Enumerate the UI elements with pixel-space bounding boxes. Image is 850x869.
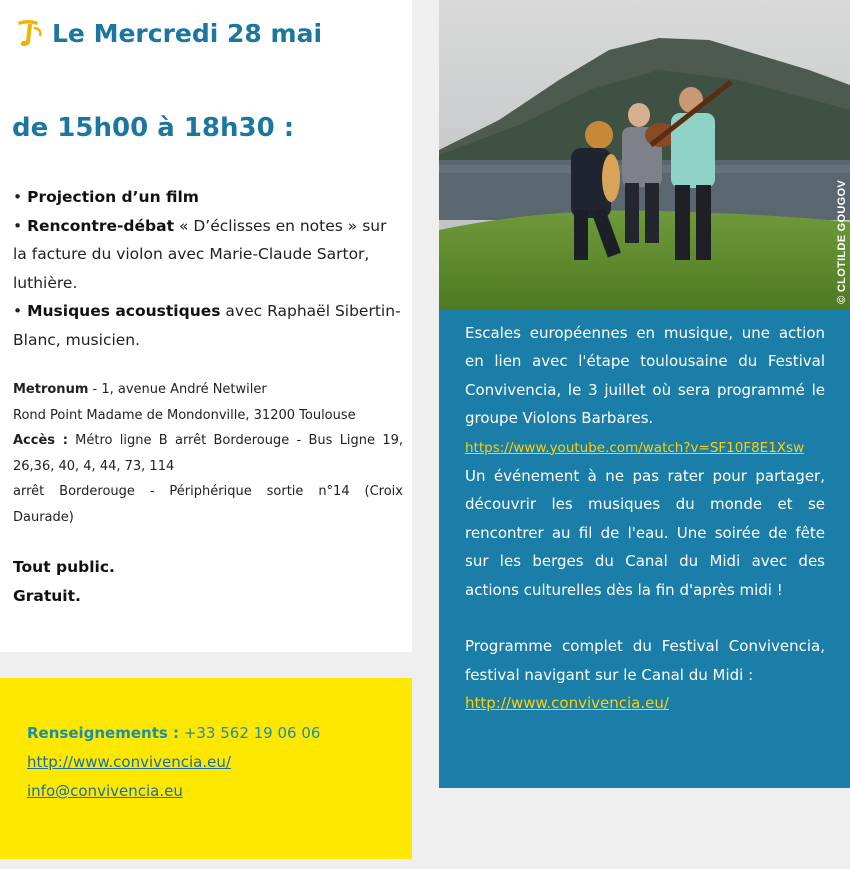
music-note-logo-icon	[14, 16, 48, 50]
venue-address	[13, 377, 403, 530]
band-photo	[439, 0, 850, 310]
program-item-text: « D’éclisses en notes » sur la facture du violon avec Marie-Claude Sartor, luthière.	[13, 216, 387, 292]
website-link[interactable]: http://www.convivencia.eu/	[27, 753, 231, 771]
festival-intro: Escales européennes en musique, une action en lien avec l'étape toulousaine du Festival Convivencia, le 3 juillet où sera programmé le groupe Violons Barbares.	[465, 324, 825, 428]
program-item-title: Musiques acoustiques	[27, 302, 221, 320]
band-photo-image	[439, 0, 850, 310]
price-line: Gratuit.	[13, 586, 81, 605]
program-item-title: Rencontre-débat	[27, 216, 175, 235]
contact-info	[27, 719, 320, 806]
audience-info	[13, 553, 115, 610]
festival-info-text	[465, 319, 825, 718]
access-label: Accès :	[13, 433, 68, 448]
program-item: • Rencontre-débat « D’éclisses en notes » sur la facture du violon avec Marie-Claude Sartor, luthière.	[13, 216, 387, 292]
event-time: de 15h00 à 18h30 :	[12, 113, 295, 143]
contact-label: Renseignements :	[27, 724, 180, 742]
program-item-title: Projection d’un film	[27, 188, 199, 206]
access-text: Métro ligne B arrêt Borderouge - Bus Ligne 19, 26,36, 40, 4, 44, 73, 114	[13, 433, 403, 474]
festival-description: Un événement à ne pas rater pour partager, découvrir les musiques du monde et se rencontrer au fil de l'eau. Une soirée de fête sur les berges du Canal du Midi avec des actions culturelles dès la fin d'après midi !	[465, 467, 825, 599]
program-item-text: avec Raphaël Sibertin-Blanc, musicien.	[13, 302, 401, 349]
festival-program: Programme complet du Festival Convivencia, festival navigant sur le Canal du Midi :	[465, 637, 825, 684]
event-date-header	[14, 16, 322, 50]
email-link[interactable]: info@convivencia.eu	[27, 782, 183, 800]
venue-city: Rond Point Madame de Mondonville, 31200 Toulouse	[13, 407, 356, 423]
contact-phone: +33 562 19 06 06	[179, 724, 321, 742]
program-list	[13, 183, 405, 354]
event-date: Le Mercredi 28 mai	[52, 18, 323, 48]
festival-link[interactable]: http://www.convivencia.eu/	[465, 694, 669, 713]
program-item: • Musiques acoustiques avec Raphaël Sibertin-Blanc, musicien.	[13, 302, 401, 349]
audience-line: Tout public.	[13, 558, 115, 576]
venue-name: Metronum	[13, 382, 89, 397]
access-text-2: arrêt Borderouge - Périphérique sortie n°14 (Croix Daurade)	[13, 484, 403, 525]
youtube-link[interactable]: https://www.youtube.com/watch?v=SF10F8E1Xsw	[465, 439, 805, 456]
program-item: • Projection d’un film	[13, 188, 199, 206]
photo-credit: © CLOTILDE GOUGOV	[836, 180, 848, 304]
venue-street: - 1, avenue André Netwiler	[88, 382, 267, 397]
